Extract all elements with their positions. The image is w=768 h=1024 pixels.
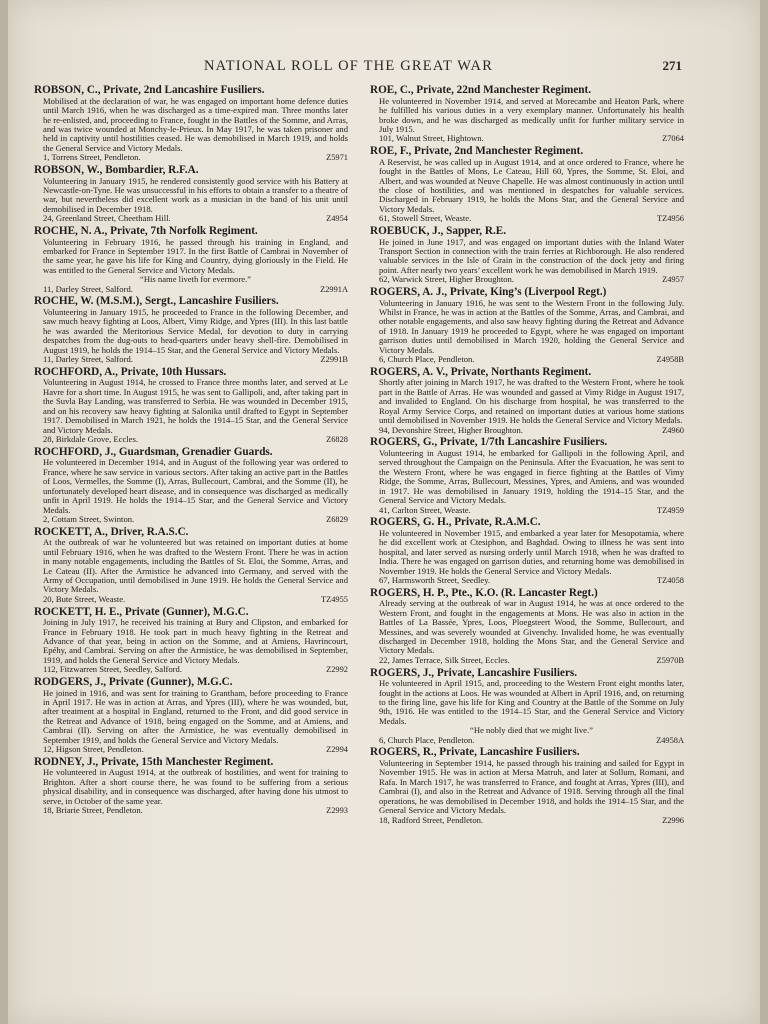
- entry-reference: TZ4956: [657, 214, 684, 224]
- entry-heading: ROGERS, R., Private, Lancashire Fusiliers.: [370, 746, 580, 759]
- entry-address: 22, James Terrace, Silk Street, Eccles.: [379, 654, 510, 665]
- entry-address-line: [379, 214, 684, 224]
- entry-heading: ROGERS, G., Private, 1/7th Lancashire Fusiliers.: [370, 436, 608, 449]
- roll-entry: [34, 526, 348, 605]
- entry-body: Volunteering in August 1914, he embarked for Gallipoli in the following April, and served throughout the Campaign on the Peninsula. After the Evacuation, he was sent to the Western Front, where he was engaged in fierce fighting at the Battles of Vimy Ridge, the Somme, Arras, Bullecourt, Messines, Ypres, and Amiens, and was wounded in 1917. He was demobilised in January 1919, holding the 1914–15 Star, and the General Service and Victory Medals.: [379, 447, 684, 506]
- entry-reference: Z2996: [662, 815, 684, 825]
- entry-address: 6, Church Place, Pendleton.: [379, 734, 475, 745]
- right-column: [370, 84, 684, 826]
- entry-epitaph: “He nobly died that we might live.”: [470, 725, 593, 736]
- page-sheet: [8, 0, 760, 1024]
- entry-heading: ROCHFORD, J., Guardsman, Grenadier Guards.: [34, 445, 273, 458]
- roll-entry: [370, 84, 684, 144]
- roll-entry: [34, 446, 348, 525]
- entry-reference: Z4954: [326, 214, 348, 224]
- roll-entry: [370, 746, 684, 825]
- entry-address-line: [43, 153, 348, 163]
- entry-address-line: [43, 745, 348, 755]
- entry-address-line: [43, 515, 348, 525]
- entry-address-line: [379, 134, 684, 144]
- entry-heading: ROE, C., Private, 22nd Manchester Regiment.: [370, 84, 592, 96]
- entry-reference: Z2993: [326, 806, 348, 816]
- entry-heading: ROGERS, A. V., Private, Northants Regiment.: [370, 365, 592, 378]
- entry-body: A Reservist, he was called up in August 1914, and at once ordered to France, where he fought in the Battles of Mons, Le Cateau, Hill 60, Ypres, the Somme, St. Eloi, and Albert, and was wounded at Neuve Chapelle. He was almost continuously in action until the close of hostilities, and was mentioned in despatches for valuable services. Discharged in February 1919, he holds the Mons Star, and the General Service and Victory Medals.: [379, 156, 684, 214]
- entry-body: He joined in June 1917, and was engaged on important duties with the Inland Water Transport Section in connection with the train ferries at Richborough. He also rendered valuable services in the Isle of Grain in the construction of the dock jetty and firing point. After nearly two years’ excellent work he was demobilised in March 1919.: [379, 236, 684, 275]
- entry-body: He volunteered in November 1914, and served at Morecambe and Heaton Park, where he fulfilled his various duties in a very exemplary manner. Unfortunately his health broke down, and he was discharged as medically unfit for further military service in July 1915.: [379, 95, 684, 134]
- roll-entry: [34, 676, 348, 755]
- entry-body: Mobilised at the declaration of war, he was engaged on important home defence duties until March 1916, when he was discharged as a time-expired man. Three months later he re-enlisted, and, proceeding to France, fought in the Battles of the Somme, and Arras, and was twice wounded at Monchy-le-Prieux. In May 1917, he was taken prisoner and held in captivity until hostilities ceased. He was demobilised in March 1919, and holds the General Service and Victory Medals.: [43, 95, 348, 153]
- entry-address-line: [379, 426, 684, 436]
- roll-entry: [34, 756, 348, 816]
- page-header: [34, 58, 682, 75]
- entry-reference: Z5971: [326, 153, 348, 163]
- entry-address: 11, Darley Street, Salford.: [43, 354, 133, 365]
- roll-entry: [370, 145, 684, 224]
- entry-body: Volunteering in January 1916, he was sent to the Western Front in the following July. Whilst in France, he was in action at the Battles of the Somme, Arras, and Cambrai, and other notable engagements, and also saw heavy fighting during the Retreat and Advance of 1918. In January 1919 he proceeded to Egypt, where he was engaged on important garrison duties until demobilised in March 1920, holding the General Service and Victory Medals.: [379, 297, 684, 355]
- roll-entry: [34, 295, 348, 364]
- entry-reference: Z4958B: [656, 355, 684, 365]
- entry-heading: ROEBUCK, J., Sapper, R.E.: [370, 224, 507, 237]
- roll-entry: [34, 225, 348, 294]
- roll-entry: [34, 606, 348, 675]
- roll-entry: [370, 587, 684, 666]
- entry-heading: RODGERS, J., Private (Gunner), M.G.C.: [34, 675, 233, 688]
- entry-address-line: [379, 506, 684, 516]
- entry-body: He volunteered in August 1914, at the outbreak of hostilities, and went for training to Brighton. After a short course there, he was found to be suffering from a serious physical disability, and in consequence was discharged, after having done his utmost to serve, in October of the same year.: [43, 767, 348, 806]
- entry-address: 61, Stowell Street, Weaste.: [379, 213, 472, 224]
- entry-address-line: [43, 355, 348, 365]
- roll-entry: [370, 366, 684, 435]
- entry-body: Volunteering in September 1914, he passed through his training and sailed for Egypt in November 1915. He was in action at Mersa Matruh, and later at Sollum, Romani, and Rafa. In March 1917, he was transferred to France, and fought at Arras, Ypres (III), and Cambrai (I), and also in the Retreat and Advance of 1918. Serving through all the final operations, he was demobilised in December 1918, and holds the 1914–15 Star, and the General Service and Victory Medals.: [379, 758, 684, 816]
- entry-heading: ROGERS, A. J., Private, King’s (Liverpool Regt.): [370, 285, 607, 298]
- roll-entry: [34, 84, 348, 163]
- entry-heading: ROCHE, N. A., Private, 7th Norfolk Regiment.: [34, 224, 258, 237]
- entry-address-line: [379, 355, 684, 365]
- entry-address: 101, Walnut Street, Hightown.: [379, 133, 484, 144]
- entry-address: 28, Birkdale Grove, Eccles.: [43, 434, 138, 445]
- entry-heading: ROGERS, J., Private, Lancashire Fusiliers.: [370, 666, 578, 679]
- entry-reference: Z5970B: [656, 655, 684, 665]
- entry-address: 62, Warwick Street, Higher Broughton.: [379, 274, 514, 285]
- entry-reference: Z2992: [326, 665, 348, 675]
- entry-heading: ROE, F., Private, 2nd Manchester Regiment.: [370, 145, 584, 157]
- entry-body: Joining in July 1917, he received his training at Bury and Clipston, and embarked for France in February 1918. He took part in much heavy fighting in the Retreat and Advance of that year, being in action on the Somme, and at Amiens, Havrincourt, Epéhy, and Cambrai. Serving on after the Armistice, he was demobilised in September, 1919, and holds the General Service and Victory Medals.: [43, 617, 348, 665]
- entry-address-line: [43, 806, 348, 816]
- entry-address-line: [379, 275, 684, 285]
- entry-address: 41, Carlton Street, Weaste.: [379, 504, 471, 515]
- roll-entry: [34, 164, 348, 224]
- entry-heading: ROCKETT, A., Driver, R.A.S.C.: [34, 525, 189, 538]
- entry-address-line: [379, 736, 684, 746]
- entry-reference: Z4958A: [656, 735, 684, 745]
- page-number: 271: [662, 58, 682, 73]
- roll-entry: [34, 366, 348, 445]
- entry-reference: Z2994: [326, 745, 348, 755]
- roll-entry: [370, 436, 684, 515]
- entry-address-line: [43, 285, 348, 295]
- entry-address: 94, Devonshire Street, Higher Broughton.: [379, 424, 523, 435]
- entry-body: Volunteering in January 1915, he proceeded to France in the following December, and saw much heavy fighting at Loos, Albert, Vimy Ridge, and Ypres (III). In this last battle he was awarded the Meritorious Service Medal, for devotion to duty in carrying despatches from the dug-outs to head-quarters under heavy shell-fire. Demobilised in August 1919, he holds the 1914–15 Star, and the General Service and Victory Medals.: [43, 306, 348, 355]
- entry-reference: Z6828: [326, 435, 348, 445]
- entry-address: 12, Higson Street, Pendleton.: [43, 744, 144, 755]
- roll-entry: [370, 667, 684, 746]
- entry-heading: ROCHE, W. (M.S.M.), Sergt., Lancashire Fusiliers.: [34, 295, 279, 308]
- left-column: [34, 84, 348, 817]
- entry-heading: ROGERS, H. P., Pte., K.O. (R. Lancaster Regt.): [370, 586, 598, 599]
- entry-body: Volunteering in August 1914, he crossed to France three months later, and served at Le Havre for a short time. In August 1915, he was sent to Gallipoli, and, after taking part in the Suvla Bay Landing, was transferred to Serbia. He was wounded in December 1915, and on his recovery saw heavy fighting at Salonika until drafted to Egypt in September 1917. Demobilised in March 1921, he holds the 1914–15 Star, and the General Service and Victory Medals.: [43, 377, 348, 435]
- entry-reference: Z4957: [662, 275, 684, 285]
- running-title: NATIONAL ROLL OF THE GREAT WAR: [204, 58, 494, 74]
- entry-address-line: [379, 656, 684, 666]
- entry-body: Shortly after joining in March 1917, he was drafted to the Western Front, where he took part in the Battle of Arras. He was wounded and gassed at Vimy Ridge in August 1917, and invalided to England. On his discharge from hospital, he was transferred to the Royal Army Service Corps, and retained on important duties at various home stations until demobilised in November 1919. He holds the General Service and Victory Medals.: [379, 377, 684, 426]
- entry-address-line: [43, 214, 348, 224]
- entry-heading: ROGERS, G. H., Private, R.A.M.C.: [370, 516, 541, 529]
- entry-address: 18, Briarie Street, Pendleton.: [43, 805, 143, 816]
- entry-address: 112, Fitzwarren Street, Seedley, Salford.: [43, 664, 182, 675]
- entry-heading: ROBSON, C., Private, 2nd Lancashire Fusiliers.: [34, 84, 265, 96]
- entry-reference: Z2991B: [320, 355, 348, 365]
- entry-body: Volunteering in February 1916, he passed through his training in England, and embarked for France in September 1917. In the first Battle of Cambrai in November of the same year, he gave his life for King and Country, dying gloriously in the Field. He was entitled to the General Service and Victory Medals.: [43, 236, 348, 275]
- entry-address-line: [379, 576, 684, 586]
- entry-body: Already serving at the outbreak of war in August 1914, he was at once ordered to the Western Front, and fought in the engagements at Mons. He was also in action in the Battles of La Bassée, Ypres, Loos, Ploegsteert Wood, the Somme, Bullecourt, and Messines, and was severely wounded at Givenchy. Invalided home, he was eventually discharged in December 1918, holding the Mons Star, and the General Service and Victory Medals.: [379, 598, 684, 656]
- entry-address: 18, Radford Street, Pendleton.: [379, 814, 484, 825]
- entry-address: 67, Harmsworth Street, Seedley.: [379, 575, 491, 586]
- entry-heading: ROCHFORD, A., Private, 10th Hussars.: [34, 365, 227, 378]
- entry-reference: TZ4955: [321, 594, 348, 604]
- entry-heading: ROBSON, W., Bombardier, R.F.A.: [34, 163, 199, 176]
- entry-epitaph: “His name liveth for evermore.”: [140, 274, 251, 285]
- entry-body: He volunteered in November 1915, and embarked a year later for Mesopotamia, where he did excellent work at Ctesiphon, and Baghdad. Owing to illness he was sent into hospital, and later served as nursing orderly until March 1918, when he was drafted to India. There he was engaged on garrison duties, and returning home was demobilised in November 1919. He holds the General Service and Victory Medals.: [379, 527, 684, 576]
- roll-entry: [370, 286, 684, 365]
- entry-reference: Z7064: [662, 134, 684, 144]
- entry-body: He joined in 1916, and was sent for training to Grantham, before proceeding to France in April 1917. He was in action at Arras, and Ypres (III), where he was wounded, but, after treatment at a hospital in England, returned to the Front, and did good service in the Retreat and Advance of 1918, being engaged on the Somme, and at Amiens, and Cambrai (II). Serving on after the Armistice, he was eventually demobilised in September 1919, and holds the General Service and Victory Medals.: [43, 687, 348, 745]
- entry-address-line: [43, 665, 348, 675]
- entry-address: 11, Darley Street, Salford.: [43, 283, 133, 294]
- entry-reference: Z6829: [326, 515, 348, 525]
- entry-heading: ROCKETT, H. E., Private (Gunner), M.G.C.: [34, 605, 249, 618]
- roll-entry: [370, 225, 684, 285]
- entry-body: Volunteering in January 1915, he rendered consistently good service with his Battery at Newcastle-on-Tyne. He was unsuccessful in his efforts to obtain a transfer to a theatre of war, but nevertheless did excellent work as a musician in the band of his unit until demobilised in December 1918.: [43, 175, 348, 214]
- entry-reference: Z2991A: [320, 284, 348, 294]
- entry-address-line: [43, 435, 348, 445]
- entry-address: 1, Torrens Street, Pendleton.: [43, 152, 141, 163]
- entry-heading: RODNEY, J., Private, 15th Manchester Regiment.: [34, 755, 274, 768]
- entry-address: 20, Bute Street, Weaste.: [43, 593, 126, 604]
- entry-body: He volunteered in April 1915, and, proceeding to the Western Front eight months later, fought in the actions at Loos. He was wounded at Albert in April 1916, and, on returning to the firing line, gave his life for King and Country at the Battle of the Somme on July 9th, 1916. He was entitled to the 1914–15 Star, and the General Service and Victory Medals.: [379, 678, 684, 726]
- entry-address: 6, Church Place, Pendleton.: [379, 354, 475, 365]
- entry-reference: TZ4058: [657, 576, 684, 586]
- entry-address: 24, Greenland Street, Cheetham Hill.: [43, 213, 171, 224]
- entry-address-line: [379, 816, 684, 826]
- entry-reference: TZ4959: [657, 505, 684, 515]
- entry-address-line: [43, 595, 348, 605]
- entry-address: 2, Cottam Street, Swinton.: [43, 514, 135, 525]
- entry-body: He volunteered in December 1914, and in August of the following year was ordered to France, where he saw service in various sectors. After taking an active part in the Battles of Loos, Vermelles, the Somme (I), Arras, Bullecourt, Cambrai, and the Somme (II), he unfortunately developed heart disease, and in consequence was discharged as medically unfit in April 1919. He holds the 1914–15 Star, and the General Service and Victory Medals.: [43, 457, 348, 515]
- entry-reference: Z4960: [662, 425, 684, 435]
- roll-entry: [370, 516, 684, 585]
- entry-body: At the outbreak of war he volunteered but was retained on important duties at home until February 1916, when he was drafted to the Western Front. There he was in action in many notable engagements, including the Battles of St. Eloi, the Somme, Arras, and Le Cateau (II). After the Armistice he advanced into Germany, and served with the Army of Occupation, until demobilised in June 1919. He holds the General Service and Victory Medals.: [43, 537, 348, 595]
